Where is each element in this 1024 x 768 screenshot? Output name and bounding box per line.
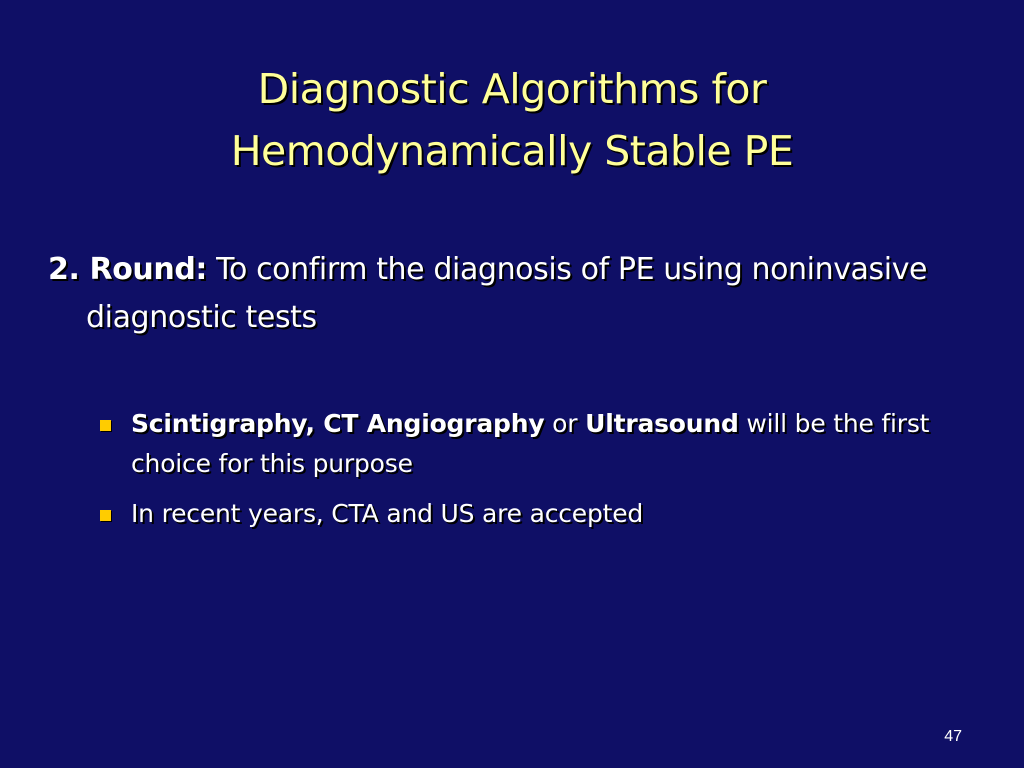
main-point-text: To confirm the diagnosis of PE using noninvasive diagnostic tests [86,252,928,335]
slide-title-line-2: Hemodynamically Stable PE [230,127,794,175]
slide-number: 47 [944,728,962,745]
slide-title [60,58,964,182]
square-bullet-icon [100,420,111,431]
bullet-bold-ultrasound: Ultrasound [585,409,739,438]
bullet-item-first-choice [100,404,970,484]
bullet-bold-modalities: Scintigraphy, CT Angiography [131,409,545,438]
bullet-text-purpose: will be the first choice for this purpose [131,409,930,478]
main-point [48,246,1016,342]
main-point-label: 2. Round: [48,252,208,287]
bullet-item-recent-years [100,494,970,534]
bullet-connector: or [544,409,586,438]
bullet-text-recent-years: In recent years, CTA and US are accepted [131,499,644,528]
bullet-list [100,404,970,544]
slide-title-line-1: Diagnostic Algorithms for [257,65,767,113]
square-bullet-icon [100,510,111,521]
